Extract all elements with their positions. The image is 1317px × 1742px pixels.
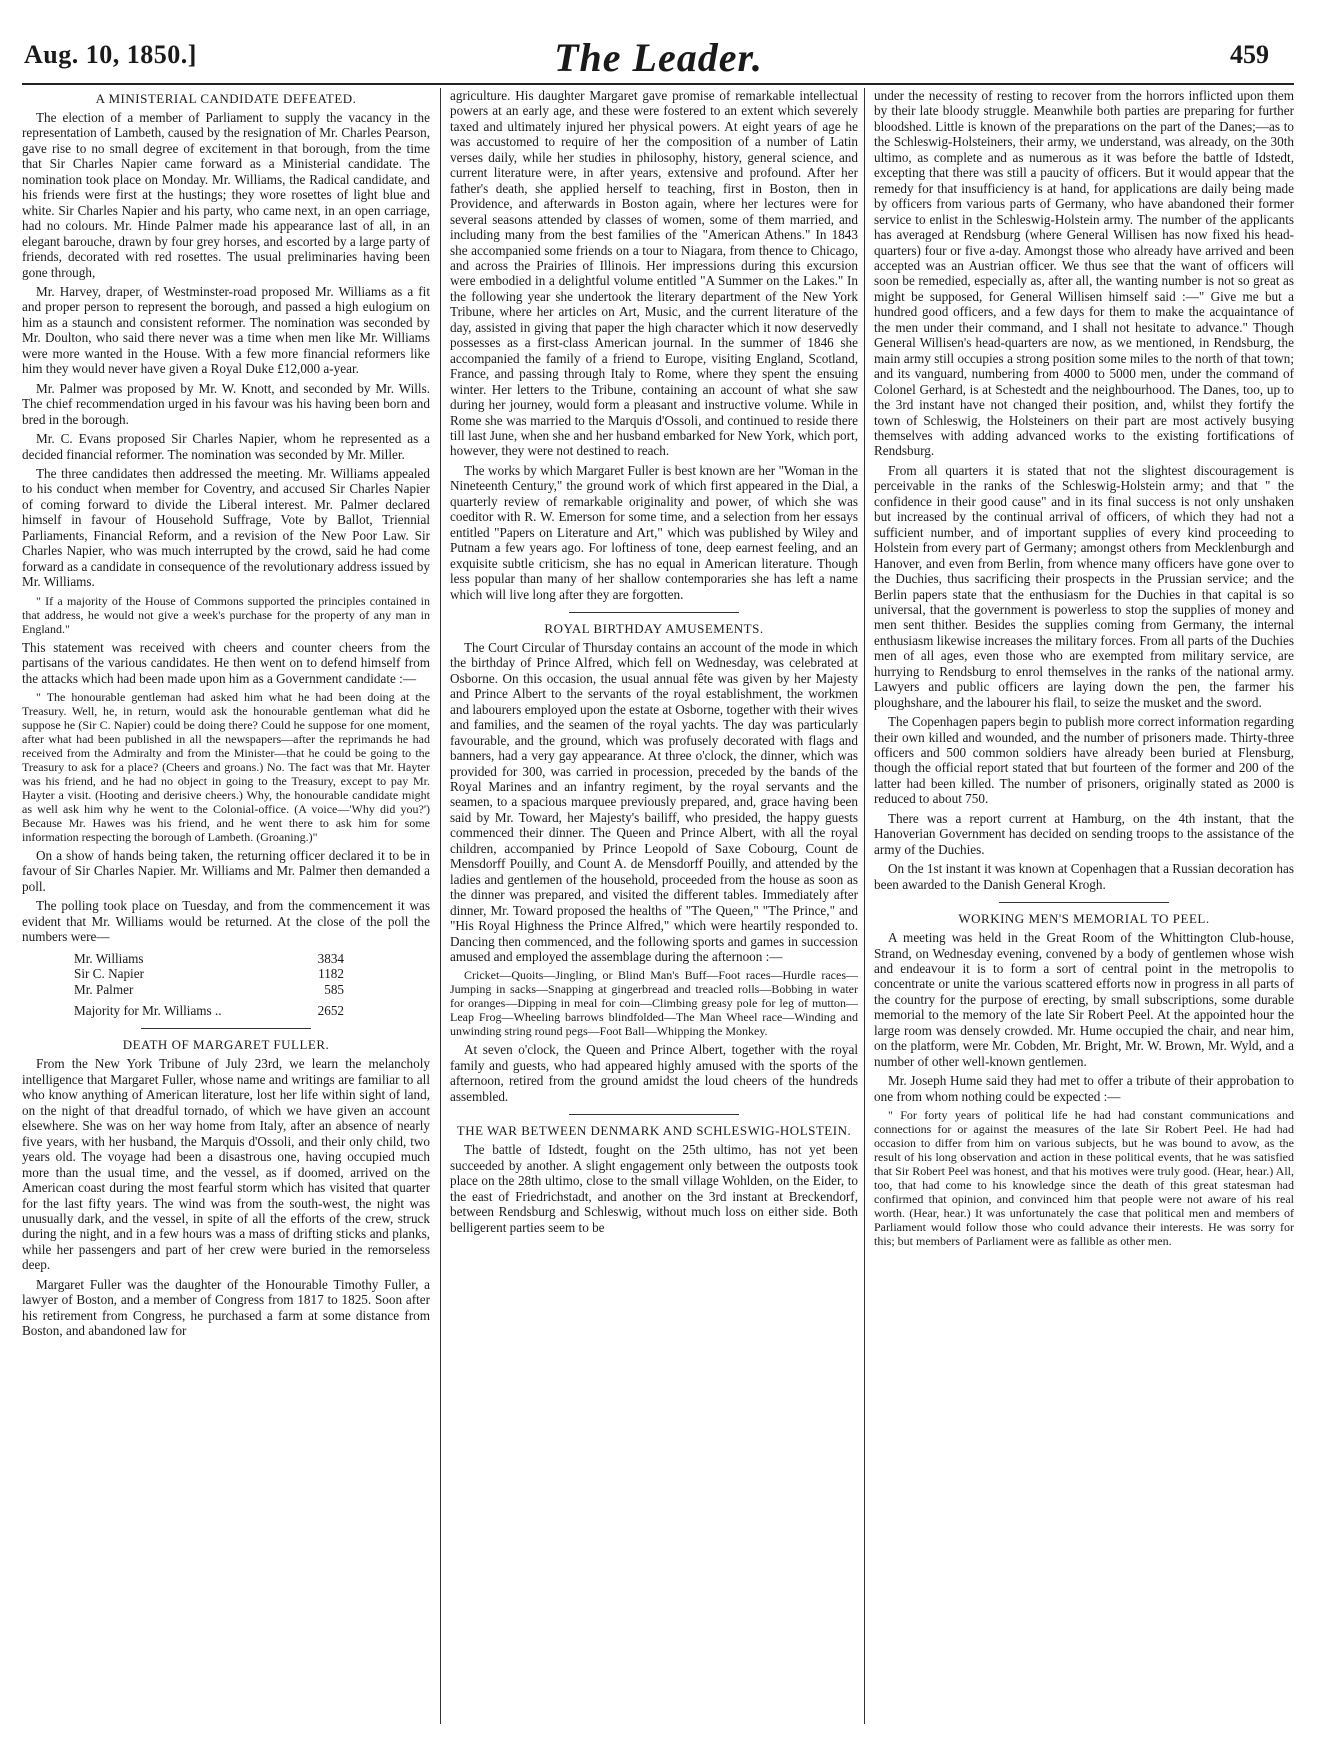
masthead xyxy=(0,34,1317,90)
paragraph: The polling took place on Tuesday, and from the commencement it was evident that Mr. Williams would be returned. At the close of the poll the numbers were— xyxy=(22,898,430,945)
paragraph: agriculture. His daughter Margaret gave promise of remarkable intellectual powers at an early age, and these were fostered to an extent which severely taxed and ultimately injured her physical powers. At eight years of age he was accustomed to require of her the composition of a number of Latin verses daily, while her studies in philosophy, history, general science, and current literature were, in after years, extensive and profound. After her father's death, she applied herself to teaching, first in Boston, then in Providence, and afterwards in Boston again, where her lectures were for several seasons attended by classes of women, some of them married, and including many from the best families of the "American Athens." In 1843 she accompanied some friends on a tour to Niagara, from thence to Chicago, and across the Prairies of Illinois. Her impressions during this excursion were embodied in a delightful volume entitled "A Summer on the Lakes." In the following year she undertook the literary department of the New York Tribune, where her articles on Art, Music, and the current literature of the day, assisted in giving that paper the high character which it now deservedly possesses as a first-class American journal. In the summer of 1846 she accompanied the family of a friend to Europe, visiting England, Scotland, France, and passing through Italy to Rome, where they spent the ensuing winter. Her letters to the Tribune, containing an account of what she saw during her journey, would form a pleasant and instructive volume. While in Rome she was married to the Marquis d'Ossoli, and continued to reside there till last June, when she and her husband embarked for New York, which port, however, they were not destined to reach. xyxy=(450,88,858,459)
paragraph: At seven o'clock, the Queen and Prince Albert, together with the royal family and guests, who had appeared highly amused with the sports of the afternoon, retired from the ground amidst the loud cheers of the hundreds assembled. xyxy=(450,1042,858,1104)
column-3 xyxy=(874,88,1294,1728)
paragraph: The battle of Idstedt, fought on the 25th ultimo, has not yet been succeeded by another. A slight engagement only between the outposts took place on the 28th ultimo, close to the small village Wohlden, on the Eider, to the east of Friedrichstadt, and another on the 3rd instant at Breckendorf, between Rendsburg and Schleswig, without much loss on either side. Both belligerent parties seem to be xyxy=(450,1142,858,1235)
paragraph: This statement was received with cheers and counter cheers from the partisans of the various candidates. He then went on to defend himself from the attacks which had been made upon him as a Government candidate :— xyxy=(22,639,430,686)
paragraph: On a show of hands being taken, the returning officer declared it to be in favour of Sir Charles Napier. Mr. Williams and Mr. Palmer then demanded a poll. xyxy=(22,847,430,894)
column-divider-1 xyxy=(440,88,441,1724)
article-heading-war: THE WAR BETWEEN DENMARK AND SCHLESWIG-HOLSTEIN. xyxy=(456,1123,852,1139)
article-heading-peel: WORKING MEN'S MEMORIAL TO PEEL. xyxy=(958,911,1210,927)
vote-count: 3834 xyxy=(317,950,344,966)
poll-results xyxy=(22,951,430,1019)
sports-list: Cricket—Quoits—Jingling, or Blind Man's Buff—Foot races—Hurdle races—Jumping in sacks—Snapping at gingerbread and treacled rolls—Bobbing in water for oranges—Dipping in meal for coin—Climbing greasy pole for leg of mutton—Leap Frog—Wheeling barrows blindfolded—The Man Wheel race—Winding and unwinding string round pegs—Foot Ball—Whipping the Monkey. xyxy=(450,968,858,1039)
section-rule xyxy=(141,1028,311,1029)
candidate-name: Mr. Williams xyxy=(74,950,144,966)
quotation: " The honourable gentleman had asked him what he had been doing at the Treasury. Well, he, in return, would ask the honourable gentleman what did he suppose he (Sir C. Napier) could be doing there? Could he suppose for one moment, after what had been published in all the newspapers—after the reprimands he had received from the Admiralty and from the Minister—that he could be going to the Treasury to ask for a place? (Cheers and groans.) No. The fact was that Mr. Hayter was his friend, and he had no object in going to the Treasury, except to pay Mr. Hayter a visit. (Hooting and derisive cheers.) Why, the honourable candidate might as well ask him why he went to the Colonial-office. (A voice—'Why did you?') Because Mr. Hawes was his friend, and he went there to ask him for some information respecting the borough of Lambeth. (Groaning.)" xyxy=(22,689,430,844)
vote-count: 1182 xyxy=(318,966,344,982)
paragraph: The election of a member of Parliament to supply the vacancy in the representation of Lambeth, caused by the resignation of Mr. Charles Pearson, gave rise to no small degree of excitement in that borough, from the time that Sir Charles Napier came forward as a Ministerial candidate. The nomination took place on Monday. Mr. Williams, the Radical candidate, and his friends were first at the hustings; they wore rosettes of light blue and white. Sir Charles Napier and his party, who came next, in an open carriage, had no colours. Mr. Hinde Palmer made his appearance last of all, in an elegant barouche, drawn by four grey horses, and escorted by a large party of friends, decorated with red rosettes. The usual preliminaries having been gone through, xyxy=(22,110,430,280)
section-rule xyxy=(569,612,739,613)
paragraph: From all quarters it is stated that not the slightest discouragement is perceivable in the ranks of the Schleswig-Holstein army; and that " the confidence in their good cause" and in its final success is not only unshaken but increased by the continual arrival of officers, of which they had not a sufficient number, and of important supplies of every kind proceeding to Holstein from every part of Germany; amongst others from Mecklenburgh and Hanover, and even from Berlin, from whence many officers have gone over to the Duchies, thus sacrificing their prospects in the Prussian service; and the Berlin papers state that the enthusiasm for the Duchies in that capital is so universal, that the government is powerless to stop the supplies of money and men sent thither. Besides the supplies coming from Germany, the internal enthusiasm likewise increases the military forces. From all parts of the Duchies men of all ages, even those who are exempted from military service, are hurrying to Rendsburg to enrol themselves in the ranks of the national army. Lawyers and public officers are laying down the pen, the farmer his ploughshare, and the labourer his flail, to seize the musket and the sword. xyxy=(874,462,1294,710)
article-heading-royal: ROYAL BIRTHDAY AMUSEMENTS. xyxy=(544,620,764,636)
paragraph: A meeting was held in the Great Room of the Whittington Club-house, Strand, on Wednesday evening, convened by a body of gentlemen whose wish and endeavour it is to form a sort of central point in the metropolis to concentrate or unite the various scattered efforts now in progress in all parts of the country for the purpose of erecting, by small subscriptions, some durable memorial to the memory of the late Sir Robert Peel. At the appointed hour the large room was densely crowded. Mr. Hume occupied the chair, and near him, on the platform, were Mr. Cobden, Mr. Bright, Mr. W. Brown, Mr. Wyld, and a number of other well-known gentlemen. xyxy=(874,930,1294,1069)
poll-row xyxy=(22,982,344,997)
paragraph: From the New York Tribune of July 23rd, we learn the melancholy intelligence that Margaret Fuller, whose name and writings are familiar to all who know anything of American literature, lost her life within sight of land, on the night of that dreadful tornado, of which we have given an account elsewhere. She was on her way home from Italy, after an absence of nearly five years, with her husband, the Marquis d'Ossoli, and their only child, two years old. The voyage had been a disastrous one, having occupied much more than the usual time, and the vessel, as if doomed, arrived on the American coast during the most fearful storm which has visited that quarter for the last fifty years. The wind was from the south-west, the night was unusually dark, and the vessel, in spite of all the efforts of the crew, struck during the night, and in a few hours was a mass of drifting sticks and planks, while her passengers and part of her crew were buried in the remorseless deep. xyxy=(22,1056,430,1273)
majority-row xyxy=(22,1003,344,1018)
article-heading-ministerial: A MINISTERIAL CANDIDATE DEFEATED. xyxy=(95,91,357,106)
candidate-name: Sir C. Napier xyxy=(74,966,144,982)
poll-row xyxy=(22,966,344,981)
paragraph: Margaret Fuller was the daughter of the Honourable Timothy Fuller, a lawyer of Boston, and a member of Congress from 1817 to 1825. Soon after his retirement from Congress, he purchased a farm at some distance from Boston, and abandoned law for xyxy=(22,1276,430,1339)
issue-date: Aug. 10, 1850.] xyxy=(24,40,197,69)
candidate-name: Mr. Palmer xyxy=(74,981,134,997)
poll-row xyxy=(22,951,344,966)
section-rule xyxy=(999,902,1169,903)
column-1 xyxy=(22,88,430,1728)
paragraph: Mr. C. Evans proposed Sir Charles Napier, whom he represented as a decided financial reformer. The nomination was seconded by Mr. Miller. xyxy=(22,431,430,462)
paragraph: The Court Circular of Thursday contains an account of the mode in which the birthday of Prince Alfred, which fell on Wednesday, was celebrated at Osborne. On this occasion, the usual annual fête was given by her Majesty and Prince Albert to the servants of the royal establishment, the workmen and labourers employed upon the estate at Osborne, together with their wives and families, and the seamen of the royal yachts. The day was particularly favourable, and the ground, which was profusely decorated with flags and banners, had a very gay appearance. At three o'clock, the dinner, which was provided for 300, was carried in procession, preceded by the bands of the Royal Marines and an infantry regiment, by the royal servants and the seamen, to a spacious marquee previously prepared, and, grace having been said by Mr. Toward, her Majesty's bailiff, who presided, the happy guests commenced their dinner. The Queen and Prince Albert, with all the royal children, accompanied by Prince Leopold of Saxe Cobourg, Count de Mensdorff Pouilly, and Count A. de Mensdorff Pouilly, and attended by the ladies and gentlemen of the household, proceeded from the house as soon as the dinner was prepared, and visited the different tables. Immediately after dinner, Mr. Toward proposed the healths of "The Queen," "The Prince," and "His Royal Highness the Prince Alfred," which were heartily responded to. Dancing then commenced, and the following sports and games in succession amused and employed the assemblage during the afternoon :— xyxy=(450,639,858,965)
column-2 xyxy=(450,88,858,1728)
paragraph: There was a report current at Hamburg, on the 4th instant, that the Hanoverian Government has decided on sending troops to the assistance of the army of the Duchies. xyxy=(874,810,1294,857)
paragraph: Mr. Harvey, draper, of Westminster-road proposed Mr. Williams as a fit and proper person to represent the borough, and passed a high eulogium on him as a staunch and consistent reformer. The nomination was seconded by Mr. Doulton, who said there never was a time when men like Mr. Williams were more wanted in the House. With a few more financial reformers like him they would never have given a Royal Duke £12,000 a-year. xyxy=(22,283,430,377)
paragraph: Mr. Joseph Hume said they had met to offer a tribute of their approbation to one from whom nothing could be expected :— xyxy=(874,1073,1294,1104)
majority-value: 2652 xyxy=(317,1003,344,1019)
article-heading-fuller: DEATH OF MARGARET FULLER. xyxy=(122,1037,330,1053)
section-rule xyxy=(569,1114,739,1115)
majority-label: Majority for Mr. Williams .. xyxy=(74,1003,222,1019)
newspaper-title: The Leader. xyxy=(554,35,763,80)
paragraph: under the necessity of resting to recover from the horrors inflicted upon them by their late bloody struggle. Meanwhile both parties are preparing for further bloodshed. Little is known of the preparations on the part of the Danes;—as to the Schleswig-Holsteiners, their army, we understand, was already, on the 30th ultimo, as complete and as numerous as it was before the battle of Idstedt, excepting that there was still a paucity of officers. But it would appear that the remedy for that insufficiency is at hand, for applications are daily being made by officers from various parts of Germany, who have abandoned their former service to enlist in the Schleswig-Holstein army. The number of the applicants has averaged at Rendsburg (where General Willisen has now fixed his head-quarters) four or five a-day. Amongst those who already have arrived and been accepted was an Austrian officer. We thus see that the want of officers will soon be remedied, especially as, after all, the wanting number is not so great as might be supposed, for General Willisen himself said :—" Give me but a hundred good officers, and a few days for them to make the acquaintance of the men under their command, and I shall not hesitate to advance." Though General Willisen's head-quarters are now, as we mentioned, in Rendsburg, the main army still occupies a strong position some miles to the north of that town; and its vanguard, numbering from 4000 to 5000 men, under the command of Colonel Gerhard, is at Schestedt and the neighbourhood. The Danes, too, up to the 3rd instant have not changed their position, and, whilst they fortify the town of Schleswig, the Holsteiners on their part are most actively busying themselves with adding advanced works to the existing fortifications of Rendsburg. xyxy=(874,88,1294,459)
quotation: " If a majority of the House of Commons supported the principles contained in that address, he would not give a week's purchase for the property of any man in England." xyxy=(22,593,430,636)
quotation: " For forty years of political life he had had constant communications and connections for or against the measures of the late Sir Robert Peel. He had had occasion to differ from him on various subjects, but he was bound to avow, as the result of his long observation and action in these political events, that he was satisfied that Sir Robert Peel was honest, and that his motives were truly good. (Hear, hear.) All, too, that had come to his knowledge since the death of this great statesman had confirmed that opinion, and convinced him that people were not aware of his real worth. (Hear, hear.) It was unfortunately the case that political men and members of Parliament would follow those who could advance their interests. He was sorry for this; but members of Parliament were as fallible as other men. xyxy=(874,1108,1294,1249)
paragraph: The three candidates then addressed the meeting. Mr. Williams appealed to his conduct when member for Coventry, and accused Sir Charles Napier of coming forward to divide the Liberal interest. Mr. Palmer declared himself in favour of Household Suffrage, Vote by Ballot, Triennial Parliaments, Financial Reform, and a revision of the New Poor Law. Sir Charles Napier, who was much interrupted by the crowd, said he had come forward as a candidate in consequence of the revolutionary address issued by Mr. Williams. xyxy=(22,465,430,590)
paragraph: Mr. Palmer was proposed by Mr. W. Knott, and seconded by Mr. Wills. The chief recommendation urged in his favour was his having been born and bred in the borough. xyxy=(22,380,430,427)
paragraph: On the 1st instant it was known at Copenhagen that a Russian decoration has been awarded to the Danish General Krogh. xyxy=(874,861,1294,892)
paragraph: The works by which Margaret Fuller is best known are her "Woman in the Nineteenth Century," the ground work of which first appeared in the Dial, a quarterly review of remarkable originality and power, of which she was coeditor with R. W. Emerson for some time, and a selection from her essays entitled "Papers on Literature and Art," which was published by Wiley and Putnam a few years ago. For loftiness of tone, deep earnest feeling, and an exquisite subtle criticism, she has no equal in American literature. Though less popular than many of her shallow contemporaries she has left a name which will live long after they are forgotten. xyxy=(450,462,858,602)
vote-count: 585 xyxy=(324,981,344,997)
header-rule xyxy=(22,83,1294,85)
paragraph: The Copenhagen papers begin to publish more correct information regarding their own killed and wounded, and the number of prisoners made. Thirty-three officers and 500 common soldiers have already been buried at Flensburg, though the official report stated that but fourteen of the former and 200 of the latter had been killed. The number of prisoners, originally stated as 2000 is reduced to about 750. xyxy=(874,714,1294,807)
column-divider-2 xyxy=(864,88,865,1724)
page-number: 459 xyxy=(1230,40,1269,69)
